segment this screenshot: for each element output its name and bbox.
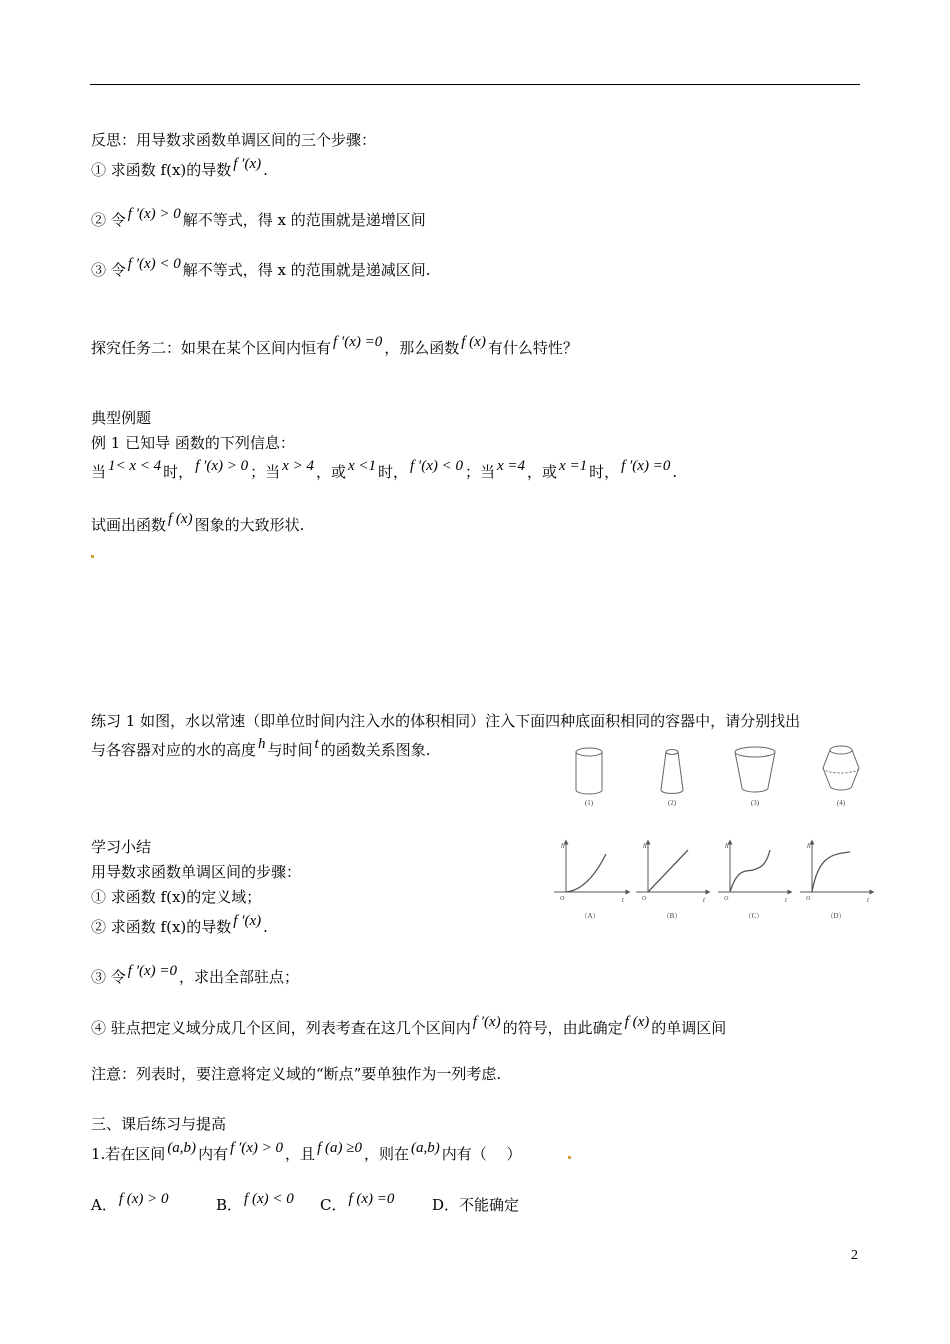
example-task: 试画出函数 f (x) 图象的大致形状. — [91, 511, 305, 534]
origin-C: O — [724, 896, 729, 902]
container-label-2: (2) — [667, 799, 677, 807]
graph-D — [800, 842, 872, 892]
container-bowl — [735, 747, 775, 792]
option-C: C． f (x) =0 — [320, 1191, 395, 1214]
practice-question-1: 1.若在区间 (a,b) 内有 f ′(x) > 0 ，且 f (a) ≥0 ，则在 (a,b) 内有（ ） — [91, 1140, 522, 1163]
reflect-step-3: ③ 令 f ′(x) < 0 解不等式，得 x 的范围就是递减区间. — [91, 256, 431, 279]
container-cone — [661, 750, 683, 794]
exercise1-line2: 与各容器对应的水的高度 h 与时间 t 的函数关系图象. — [91, 736, 431, 759]
header-rule — [90, 84, 860, 85]
graph-label-A: （A） — [580, 912, 600, 920]
axis-h-A: h — [561, 842, 565, 850]
containers-figure — [555, 740, 875, 812]
graph-B — [636, 842, 708, 892]
axis-h-D: h — [807, 842, 811, 850]
origin-D: O — [806, 896, 811, 902]
summary-step-3: ③ 令 f ′(x) =0 ，求出全部驻点； — [91, 963, 300, 986]
axis-t-B: t — [703, 896, 705, 904]
summary-step-2: ② 求函数 f(x)的导数 f ′(x) . — [91, 913, 268, 936]
axis-t-C: t — [785, 896, 787, 904]
marker-dot — [568, 1156, 571, 1159]
container-label-4: (4) — [836, 799, 846, 807]
container-label-3: (3) — [750, 799, 760, 807]
option-B: B． f (x) < 0 — [216, 1191, 294, 1214]
exercise1-line1: 练习 1 如图，水以常速（即单位时间内注入水的体积相同）注入下面四种底面积相同的容器中，请分别找出 — [91, 712, 801, 730]
example-heading: 典型例题 — [91, 409, 152, 427]
graph-label-C: （C） — [744, 912, 764, 920]
axis-t-D: t — [867, 896, 869, 904]
practice-heading: 三、课后练习与提高 — [91, 1115, 227, 1133]
graph-label-B: （B） — [662, 912, 682, 920]
reflect-step-1: ① 求函数 f(x)的导数 f ′(x) . — [91, 156, 268, 179]
summary-note: 注意：列表时，要注意将定义域的“断点”要单独作为一列考虑. — [91, 1065, 502, 1083]
origin-B: O — [642, 896, 647, 902]
summary-step-1: ① 求函数 f(x)的定义域； — [91, 888, 262, 906]
reflect-title: 反思：用导数求函数单调区间的三个步骤： — [91, 131, 377, 149]
reflect-step-2: ② 令 f ′(x) > 0 解不等式，得 x 的范围就是递增区间 — [91, 206, 426, 229]
container-barrel — [823, 746, 859, 790]
summary-heading: 学习小结 — [91, 838, 152, 856]
container-label-1: (1) — [584, 799, 594, 807]
example-intro: 例 1 已知导 函数的下列信息： — [91, 434, 295, 452]
option-D: D．不能确定 — [432, 1196, 520, 1214]
summary-step-4: ④ 驻点把定义域分成几个区间，列表考查在这几个区间内 f ′(x) 的符号，由此确定 f (x) 的单调区间 — [91, 1014, 727, 1037]
example-conditions: 当 1< x < 4 时， f ′(x) > 0 ；当 x > 4 ，或 x <1 时， f ′(x) < 0 ；当 x =4 ，或 x =1 时， f ′(x) =0 . — [91, 458, 678, 481]
task2-question: 探究任务二：如果在某个区间内恒有 f ′(x) =0 ，那么函数 f (x) 有什么特性？ — [91, 334, 578, 357]
summary-title: 用导数求函数单调区间的步骤： — [91, 863, 302, 881]
graph-A — [554, 842, 628, 892]
page-number: 2 — [851, 1248, 858, 1263]
option-A: A． f (x) > 0 — [91, 1191, 169, 1214]
graph-C — [718, 842, 790, 892]
graphs-figure — [548, 836, 878, 926]
container-cylinder — [576, 748, 602, 794]
axis-t-A: t — [622, 896, 624, 904]
axis-h-B: h — [643, 842, 647, 850]
graph-label-D: （D） — [826, 912, 846, 920]
marker-dot — [91, 555, 94, 558]
axis-h-C: h — [725, 842, 729, 850]
origin-A: O — [560, 896, 565, 902]
